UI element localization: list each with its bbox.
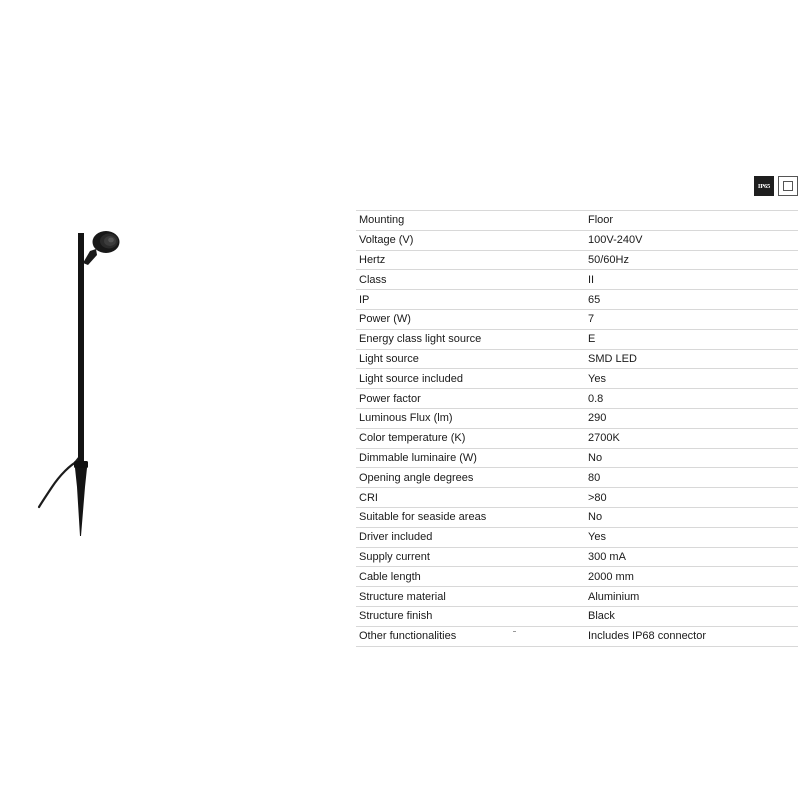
spec-label: Hertz bbox=[356, 250, 585, 270]
spec-value: 290 bbox=[585, 408, 798, 428]
spec-value: Floor bbox=[585, 211, 798, 231]
spec-label: Dimmable luminaire (W) bbox=[356, 448, 585, 468]
spec-label: IP bbox=[356, 290, 585, 310]
spike-spotlight-illustration bbox=[30, 225, 140, 545]
spec-row bbox=[356, 448, 798, 468]
spec-value: 80 bbox=[585, 468, 798, 488]
spec-row bbox=[356, 211, 798, 231]
spec-label: Power (W) bbox=[356, 309, 585, 329]
spec-row bbox=[356, 507, 798, 527]
spec-label: Structure material bbox=[356, 587, 585, 607]
spec-value: Black bbox=[585, 606, 798, 626]
spec-label: Driver included bbox=[356, 527, 585, 547]
spec-row bbox=[356, 606, 798, 626]
spec-label: Energy class light source bbox=[356, 329, 585, 349]
spec-row bbox=[356, 408, 798, 428]
spec-value: E bbox=[585, 329, 798, 349]
spec-value: Yes bbox=[585, 369, 798, 389]
spec-label: Luminous Flux (lm) bbox=[356, 408, 585, 428]
spec-value: No bbox=[585, 507, 798, 527]
spec-row bbox=[356, 547, 798, 567]
spec-row bbox=[356, 389, 798, 409]
spec-table bbox=[356, 210, 798, 647]
spec-value: 300 mA bbox=[585, 547, 798, 567]
spec-value: Includes IP68 connector bbox=[585, 626, 798, 646]
spec-row bbox=[356, 290, 798, 310]
spec-label: Suitable for seaside areas bbox=[356, 507, 585, 527]
class-ii-icon bbox=[778, 176, 798, 196]
spec-value: SMD LED bbox=[585, 349, 798, 369]
spec-value: >80 bbox=[585, 488, 798, 508]
spec-label: CRI bbox=[356, 488, 585, 508]
spec-value: II bbox=[585, 270, 798, 290]
spec-label: Color temperature (K) bbox=[356, 428, 585, 448]
spec-label: Voltage (V) bbox=[356, 230, 585, 250]
spec-label: Cable length bbox=[356, 567, 585, 587]
spec-row bbox=[356, 488, 798, 508]
spec-row bbox=[356, 309, 798, 329]
spec-row bbox=[356, 349, 798, 369]
spec-label: Mounting bbox=[356, 211, 585, 231]
product-image bbox=[30, 225, 140, 545]
spec-row bbox=[356, 626, 798, 646]
spec-label: Other functionalities bbox=[356, 626, 585, 646]
spec-value: 50/60Hz bbox=[585, 250, 798, 270]
spec-row bbox=[356, 270, 798, 290]
decorative-dot bbox=[513, 631, 516, 632]
spec-row bbox=[356, 468, 798, 488]
spec-value: 7 bbox=[585, 309, 798, 329]
certification-badges bbox=[754, 176, 798, 196]
spec-row bbox=[356, 567, 798, 587]
spec-label: Power factor bbox=[356, 389, 585, 409]
spec-value: Yes bbox=[585, 527, 798, 547]
spec-label: Light source bbox=[356, 349, 585, 369]
spec-value: 0.8 bbox=[585, 389, 798, 409]
spec-row bbox=[356, 428, 798, 448]
spec-value: 2700K bbox=[585, 428, 798, 448]
spec-label: Structure finish bbox=[356, 606, 585, 626]
spec-value: Aluminium bbox=[585, 587, 798, 607]
spec-value: 2000 mm bbox=[585, 567, 798, 587]
ip65-badge: IP65 bbox=[754, 176, 774, 196]
spec-row bbox=[356, 587, 798, 607]
spec-row bbox=[356, 369, 798, 389]
spec-row bbox=[356, 250, 798, 270]
spec-label: Light source included bbox=[356, 369, 585, 389]
spec-label: Supply current bbox=[356, 547, 585, 567]
spec-value: No bbox=[585, 448, 798, 468]
spec-label: Opening angle degrees bbox=[356, 468, 585, 488]
spec-value: 65 bbox=[585, 290, 798, 310]
spec-label: Class bbox=[356, 270, 585, 290]
spec-row bbox=[356, 527, 798, 547]
spec-value: 100V-240V bbox=[585, 230, 798, 250]
spec-row bbox=[356, 329, 798, 349]
spec-row bbox=[356, 230, 798, 250]
